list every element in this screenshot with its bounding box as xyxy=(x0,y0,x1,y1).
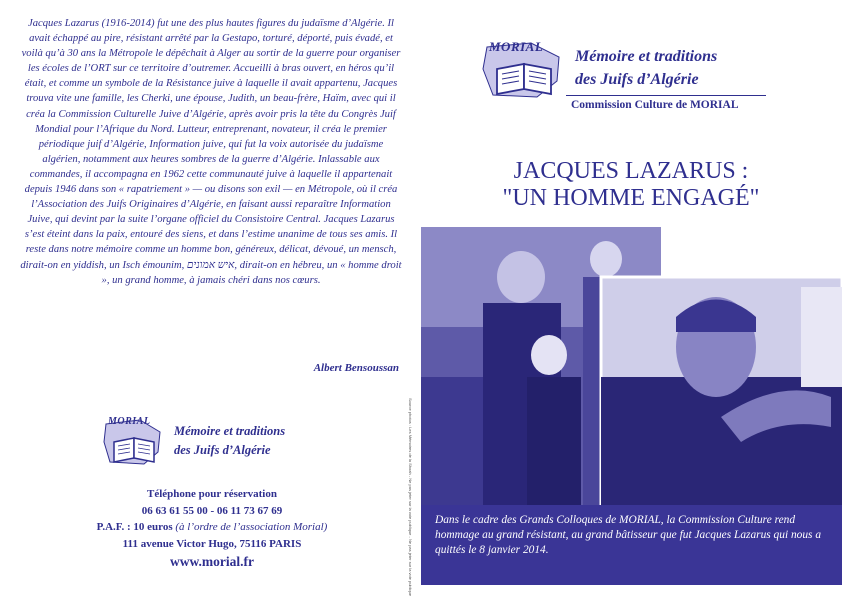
logo-name xyxy=(575,45,717,91)
divider xyxy=(566,95,766,96)
portrait-photo xyxy=(601,277,842,510)
photo-image xyxy=(421,227,842,510)
logo-line-1: Mémoire et traditions xyxy=(575,48,718,65)
title-line-1: JACQUES LAZARUS : xyxy=(513,158,749,184)
logo-name xyxy=(174,422,285,460)
morial-emblem xyxy=(479,33,569,103)
biography-text: Jacques Lazarus (1916-2014) fut une des plus hautes figures du judaïsme d’Algérie. Il avait échappé au pire, résistant arrêté par la Gestapo, torturé, déporté, puis évadé, et voilà qu’à 30 ans la Métropole le dépêchait à Alger au sortir de la guerre pour organiser les écoles de l’ORT sur ce territoire d’outremer. Accueilli à bras ouvert, en héros qu’il était, et comme un symbole de la Résistance juive à laquelle il avait appartenu, Jacques trouva vite une famille, les Cherki, une épouse, Judith, un beau-frère, Haïm, avec qui il créa la Commission Culturelle Juive d’Algérie, après avoir pris la tête du Congrès Juif Mondial pour l’Afrique du Nord. Lutteur, entreprenant, novateur, il créa le premier périodique juif d’Algérie, Information juive, qui fut la voix autorisée du judaïsme algérien, notamment aux heures sombres de la guerre d’Algérie. Inlassable aux commandes, il accompagna en 1962 cette communauté juive à laquelle il appartenait depuis 1946 dans son « rapatriement » — ou disons son exil — en Métropole, où il créa l’Association des Juifs Originaires d’Algérie, en faisant aussi reparaître Information Juive, qui devint par la suite l’organe officiel du Consistoire Central. Jacques Lazarus s’est éteint dans la paix, entouré des siens, et dans l’estime unanime de tous ses amis. Il reste dans notre mémoire comme un homme bon, généreux, délicat, dévoué, un mensch, dirait-on en yiddish, un Isch émounim, איש אמונים, dirait-on en hébreu, un « homme droit », un grand homme, à jamais chéri dans nos cœurs. xyxy=(20,18,402,286)
contact-info xyxy=(92,486,332,571)
price-note: (à l’ordre de l’association Morial) xyxy=(175,521,328,533)
phone-numbers: 06 63 61 55 00 - 06 11 73 67 69 xyxy=(141,504,283,517)
phone-label: Téléphone pour réservation xyxy=(147,488,277,500)
photo-collage xyxy=(421,227,842,510)
brand-wordmark: MORIAL xyxy=(489,39,544,54)
commission-label: Commission Culture de MORIAL xyxy=(571,99,739,111)
photo-credit: Source photos : Les Mémoires de la Shoah - Ne pas jeter sur la voie publique - Ne pas jeter sur la voie publique xyxy=(408,398,413,596)
price-line xyxy=(92,519,332,536)
logo-line-2: des Juifs d’Algérie xyxy=(174,443,271,457)
back-panel xyxy=(0,0,421,595)
logo-line-2: des Juifs d’Algérie xyxy=(575,71,699,88)
morial-logo-small xyxy=(100,410,310,472)
address: 111 avenue Victor Hugo, 75116 PARIS xyxy=(122,537,302,550)
event-title xyxy=(441,158,821,212)
title-line-2: "UN HOMME ENGAGÉ" xyxy=(502,185,760,211)
event-caption: Dans le cadre des Grands Colloques de MORIAL, la Commission Culture rend hommage au grand résistant, au grand bâtisseur que fut Jacques Lazarus qui nous a quittés le 8 janvier 2014. xyxy=(435,514,822,557)
morial-logo-large xyxy=(479,32,769,104)
website-link[interactable]: www.morial.fr xyxy=(170,554,254,569)
logo-line-1: Mémoire et traditions xyxy=(174,424,286,438)
price-amount: P.A.F. : 10 euros xyxy=(96,521,173,533)
brand-wordmark: MORIAL xyxy=(108,416,151,427)
event-caption-box xyxy=(421,505,842,585)
author-signature: Albert Bensoussan xyxy=(313,362,399,374)
morial-emblem xyxy=(100,412,168,470)
front-panel xyxy=(421,0,842,595)
